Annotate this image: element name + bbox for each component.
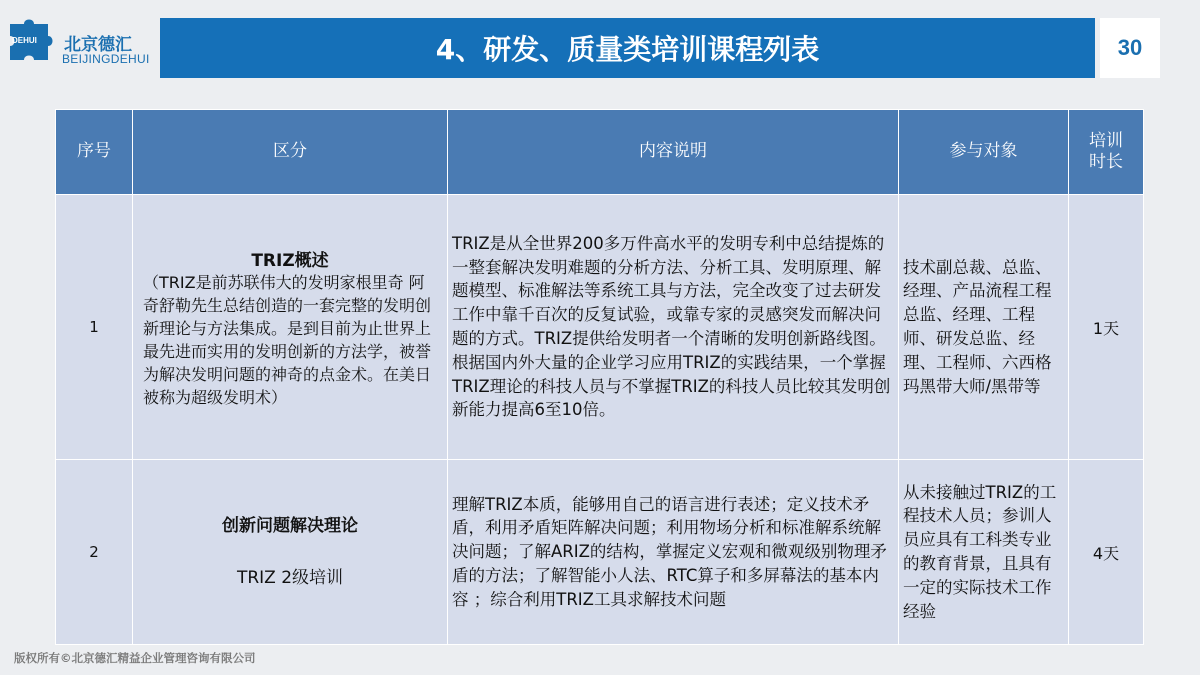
category-description: （TRIZ是前苏联伟大的发明家根里奇 阿奇舒勒先生总结创造的一套完整的发明创新理论与方法集成。是到目前为止世界上最先进而实用的发明创新的方法学，被誉为解决发明问题的神奇的点金术。在美日被称为超级发明术） (143, 272, 432, 407)
logo (0, 0, 160, 78)
duration: 1天 (1069, 195, 1144, 460)
title-bar (160, 18, 1095, 78)
brand-name-en: BEIJINGDEHUI (62, 52, 150, 66)
row-number: 2 (56, 460, 133, 645)
table-row (56, 460, 1144, 645)
category-cell (133, 460, 448, 645)
category-subtitle: TRIZ 2级培训 (236, 568, 344, 588)
header-audience: 参与对象 (899, 110, 1069, 195)
logo-text: DEHUI (12, 36, 37, 45)
header-category: 区分 (133, 110, 448, 195)
table-row (56, 195, 1144, 460)
row-number: 1 (56, 195, 133, 460)
page-number-badge (1100, 18, 1160, 78)
page-title: 4、研发、质量类培训课程列表 (435, 33, 820, 66)
page-number: 30 (1117, 35, 1143, 60)
header-content: 内容说明 (448, 110, 899, 195)
audience: 技术副总裁、总监、经理、产品流程工程总监、经理、工程师、研发总监、经理、工程师、六西格玛黑带大师/黑带等 (899, 195, 1069, 460)
header-no: 序号 (56, 110, 133, 195)
audience: 从未接触过TRIZ的工程技术人员；参训人员应具有工科类专业的教育背景，且具有一定的实际技术工作经验 (899, 460, 1069, 645)
table-header-row (56, 110, 1144, 195)
category-title: 创新问题解决理论 (222, 516, 358, 536)
content-description: TRIZ是从全世界200多万件高水平的发明专利中总结提炼的一整套解决发明难题的分析方法、分析工具、发明原理、解题模型、标准解法等系统工具与方法，完全改变了过去研发工作中靠千百次的反复试验，或靠专家的灵感突发而解决问题的方式。TRIZ提供给发明者一个清晰的发明创新路线图。根据国内外大量的企业学习应用TRIZ的实践结果，一个掌握TRIZ理论的科技人员与不掌握TRIZ的科技人员比较其发明创新能力提高6至10倍。 (448, 195, 899, 460)
content-description: 理解TRIZ本质，能够用自己的语言进行表述；定义技术矛盾，利用矛盾矩阵解决问题；利用物场分析和标准解系统解决问题；了解ARIZ的结构，掌握定义宏观和微观级别物理矛盾的方法；了解智能小人法、RTC算子和多屏幕法的基本内容 ；综合利用TRIZ工具求解技术问题 (448, 460, 899, 645)
course-table (55, 109, 1143, 644)
brand-name-cn: 北京德汇 (64, 35, 132, 55)
duration: 4天 (1069, 460, 1144, 645)
header-duration: 培训 时长 (1069, 110, 1144, 195)
copyright-footer: 版权所有©北京德汇精益企业管理咨询有限公司 (14, 651, 256, 665)
category-title: TRIZ概述 (251, 250, 329, 271)
category-cell (133, 195, 448, 460)
